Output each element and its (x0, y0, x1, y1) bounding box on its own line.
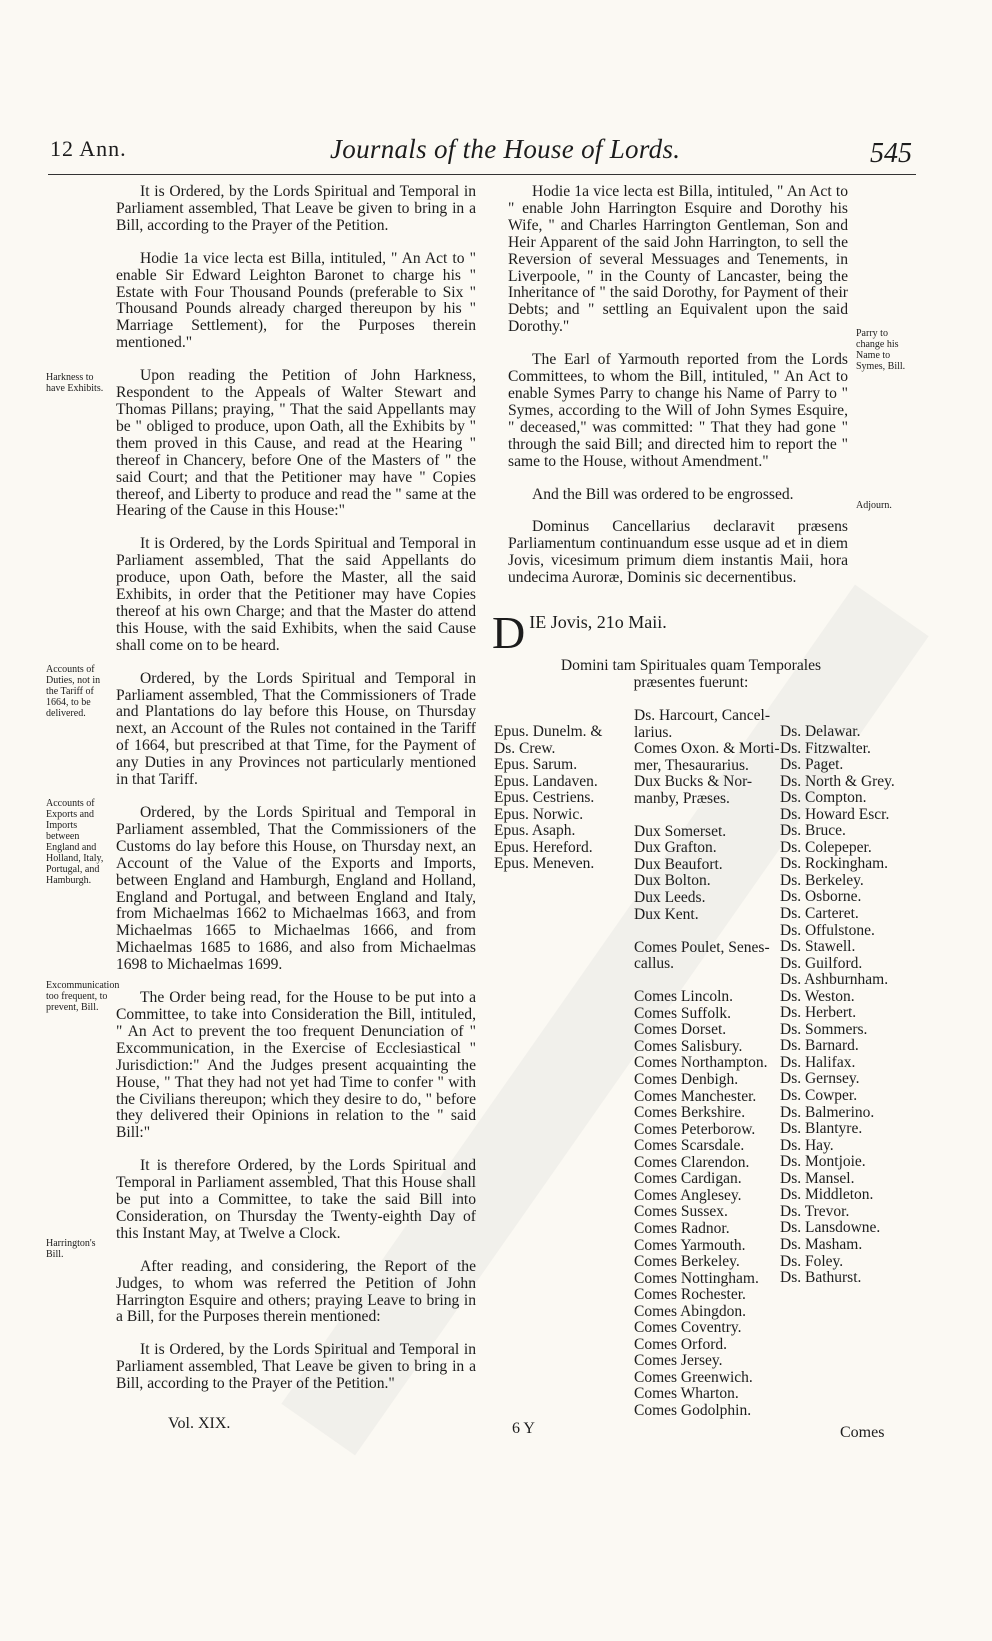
left-paragraph: Ordered, by the Lords Spiritual and Temporal in Parliament assembled, That the Commissioners of Trade and Plantations do lay before this House, on Thursday next, an Account of the Rules not contained in the Tariff of 1664, but prescribed at that Time, for the Payment of any Duties in any Provinces not particularly mentioned in that Tariff. (116, 669, 476, 789)
margin-note: Accounts of Exports and Imports between England and Holland, Italy, Portugal, and Hamburgh. (46, 798, 104, 886)
attendance-entry: Epus. Meneven. (494, 855, 595, 873)
attendance-entry: Ds. Herbert. (780, 1004, 857, 1022)
attendance-entry: Epus. Sarum. (494, 756, 578, 774)
attendance-entry: Comes Manchester. (634, 1087, 757, 1105)
attendance-entry: Ds. Middleton. (780, 1186, 874, 1204)
attendance-entry: Comes Lincoln. (634, 988, 734, 1006)
left-paragraph: It is therefore Ordered, by the Lords Spiritual and Temporal in Parliament assembled, That this House shall be put into a Committee, to take the said Bill into Consideration, on Thursday the Twenty-eighth Day of this Instant May, at Twelve a Clock. (116, 1157, 476, 1242)
margin-note: Excommunication too frequent, to prevent, Bill. (46, 980, 120, 1013)
attendance-entry: Ds. Gernsey. (780, 1070, 860, 1088)
attendance-entry: Ds. Foley. (780, 1252, 844, 1270)
attendance-entry: Ds. Halifax. (780, 1053, 856, 1071)
attendance-entry: Dux Somerset. (634, 822, 727, 840)
attendance-entry: Ds. Sommers. (780, 1020, 868, 1038)
attendance-entry: Ds. Rockingham. (780, 855, 889, 873)
attendance-entry: Ds. North & Grey. (780, 772, 895, 790)
attendance-entry: Ds. Harcourt, Cancel- (634, 707, 771, 724)
attendance-entry: Ds. Bathurst. (780, 1269, 862, 1287)
attendance-entry: Comes Berkeley. (634, 1253, 740, 1271)
attendance-entry: Comes Wharton. (634, 1385, 739, 1403)
attendance-entry: Ds. Cowper. (780, 1087, 858, 1105)
margin-note: Harrington's Bill. (46, 1238, 96, 1260)
attendance-entry: Comes Dorset. (634, 1021, 727, 1039)
sitting-date: IE Jovis, 21o Maii. (529, 612, 667, 632)
attendance-entry: Epus. Cestriens. (494, 789, 595, 807)
attendance-entry: Ds. Barnard. (780, 1037, 859, 1055)
attendance-entry: Comes Clarendon. (634, 1153, 750, 1171)
drop-cap: D (492, 607, 526, 658)
left-paragraph: The Order being read, for the House to be put into a Committee, to take into Consideration the Bill, intituled, " An Act to prevent the too frequent Denunciation of " Excommunication, in the Exercise of Ecclesiastical " Jurisdiction:" And the Judges present acquainting the House, " That they had not yet had Time to confer " with the Civilians thereupon; which they desire to do, " before they delivered their Opinions in relation to the " said Bill:" (116, 989, 476, 1142)
attendance-entry: Ds. Guilford. (780, 954, 863, 972)
present-heading: Domini tam Spirituales quam Temporales præsentes fuerunt: (560, 657, 822, 691)
attendance-entry: Ds. Bruce. (780, 822, 846, 840)
attendance-entry: Comes Abingdon. (634, 1302, 746, 1320)
attendance-entry: Comes Anglesey. (634, 1186, 742, 1204)
attendance-entry: Comes Coventry. (634, 1319, 742, 1337)
page-title: Journals of the House of Lords. (330, 134, 681, 164)
attendance-entry: Ds. Masham. (780, 1235, 863, 1253)
attendance-entry: Ds. Balmerino. (780, 1103, 875, 1121)
signature-mark: 6 Y (512, 1420, 535, 1437)
attendance-entry: Ds. Howard Escr. (780, 805, 890, 823)
attendance-entry: Comes Northampton. (634, 1054, 768, 1072)
right-column (508, 184, 848, 603)
left-paragraph: It is Ordered, by the Lords Spiritual and Temporal in Parliament assembled, That the said Appellants do produce, upon Oath, before the Master, all the said Exhibits, in order that the Petitioner may have Copies thereof at his own Charge; and that the Master do attend this House, with the said Exhibits, when the said Cause shall come on to be heard. (116, 535, 476, 654)
sitting-heading (492, 607, 852, 658)
left-paragraph: Ordered, by the Lords Spiritual and Temporal in Parliament assembled, That the Commissioners of the Customs do lay before this House, on Thursday next, an Account of the Value of the Exports and Imports, between England and Hamburgh, England and Holland, England and Portugal, and between England and Italy, from Michaelmas 1662 to Michaelmas 1663, and from Michaelmas 1665 to Michaelmas 1666, and from Michaelmas 1685 to 1686, and also from Michaelmas 1698 to Michaelmas 1699. (116, 804, 476, 974)
attendance-entry: Ds. Paget. (780, 756, 844, 774)
right-paragraph: And the Bill was ordered to be engrossed. (532, 485, 794, 503)
margin-note: Accounts of Duties, not in the Tariff of 1664, to be delivered. (46, 664, 101, 719)
left-paragraph: Hodie 1a vice lecta est Billa, intituled, " An Act to " enable Sir Edward Leighton Baronet to charge his " Estate with Four Thousand Pounds (preferable to Six " Thousand Pounds already charged thereupon by his " Marriage Settlement), for the Purposes therein mentioned." (116, 249, 476, 352)
catchword: Comes (840, 1424, 885, 1441)
margin-note: Parry to change his Name to Symes, Bill. (856, 328, 906, 372)
attendance-entry: Dux Kent. (634, 905, 699, 923)
attendance-entry: Ds. Colepeper. (780, 838, 872, 856)
attendance-list-bishops (494, 724, 603, 873)
attendance-entry: Comes Berkshire. (634, 1104, 746, 1122)
attendance-entry: Comes Scarsdale. (634, 1137, 745, 1155)
attendance-entry: Comes Jersey. (634, 1352, 723, 1370)
attendance-entry: Ds. Delawar. (780, 723, 861, 740)
volume-footer: Vol. XIX. (168, 1415, 231, 1432)
header-regnal-year: 12 Ann. (50, 136, 127, 161)
attendance-entry: Comes Nottingham. (634, 1269, 759, 1287)
right-paragraph: The Earl of Yarmouth reported from the Lords Committees, to whom the Bill, intituled, " An Act to enable Symes Parry to change his Name of Parry to " Symes, according to the Will of John Symes Esquire, " deceased," was committed: " That they had gone " through the said Bill; and directed him to report the " same to the House, without Amendment." (508, 351, 848, 470)
attendance-entry: Comes Oxon. & Morti- (634, 740, 780, 758)
attendance-entry: Ds. Compton. (780, 789, 867, 807)
attendance-entry: Epus. Hereford. (494, 838, 593, 856)
attendance-entry: callus. (634, 955, 675, 973)
margin-note: Harkness to have Exhibits. (46, 372, 104, 394)
attendance-entry: larius. (634, 723, 673, 741)
left-paragraph: It is Ordered, by the Lords Spiritual and Temporal in Parliament assembled, That Leave be given to bring in a Bill, according to the Prayer of the Petition." (116, 1341, 476, 1393)
attendance-entry: Ds. Mansel. (780, 1169, 855, 1187)
attendance-entry: Comes Denbigh. (634, 1071, 739, 1089)
left-paragraph: It is Ordered, by the Lords Spiritual and Temporal in Parliament assembled, That Leave be given to bring in a Bill, according to the Prayer of the Petition. (116, 183, 476, 234)
attendance-entry: Comes Orford. (634, 1335, 727, 1353)
attendance-entry: Dux Leeds. (634, 889, 706, 907)
attendance-entry: Comes Greenwich. (634, 1368, 753, 1386)
attendance-entry: Ds. Ashburnham. (780, 971, 889, 989)
attendance-entry: Ds. Osborne. (780, 888, 862, 906)
left-paragraph: After reading, and considering, the Report of the Judges, to whom was referred the Petition of John Harrington Esquire and others; praying Leave to bring in a Bill, for the Purposes therein mentioned: (116, 1257, 476, 1326)
right-paragraph: Hodie 1a vice lecta est Billa, intituled, " An Act to " enable John Harrington Esquire and Dorothy his Wife, " and Charles Harrington Gentleman, Son and Heir Apparent of the said John Harrington, to sell the Reversion of several Messuages and Tenements, in Liverpoole, " in the County of Lancaster, being the Inheritance of " the said Dorothy, for Payment of their Debts; and " settling an Equivalent upon the said Dorothy." (508, 183, 848, 336)
left-paragraph: Upon reading the Petition of John Harkness, Respondent to the Appeals of Walter Stewart and Thomas Pillans; praying, " That the said Appellants may be " obliged to produce, upon Oath, all the Exhibits by " them proved in this Cause, and read at the Hearing " thereof in Chancery, before One of the Masters of " the said Court; and that the Petitioner may have " Copies thereof, and Liberty to produce and read the " same at the Hearing of the Cause in this House:" (116, 367, 476, 520)
attendance-entry: Ds. Trevor. (780, 1202, 850, 1220)
attendance-entry: Comes Poulet, Senes- (634, 938, 770, 956)
attendance-entry: Comes Peterborow. (634, 1120, 756, 1138)
attendance-entry: Ds. Offulstone. (780, 921, 875, 939)
attendance-entry: Dux Grafton. (634, 839, 717, 857)
attendance-entry: Ds. Stawell. (780, 938, 856, 956)
attendance-entry: Epus. Landaven. (494, 772, 598, 790)
attendance-entry: Comes Radnor. (634, 1219, 730, 1237)
left-column (116, 184, 476, 1409)
attendance-entry (634, 973, 780, 990)
header-rule (48, 174, 916, 175)
attendance-entry: mer, Thesaurarius. (634, 756, 749, 774)
right-paragraph: Dominus Cancellarius declaravit præsens Parliamentum continuandum esse usque ad et in diem Jovis, vicesimum primum diem instantis Maii, hora undecima Auroræ, Dominis sic decernentibus. (508, 518, 848, 587)
attendance-entry: manby, Præses. (634, 789, 730, 807)
attendance-entry (634, 807, 780, 824)
attendance-entry: Dux Beaufort. (634, 855, 723, 873)
attendance-entry: Dux Bolton. (634, 872, 711, 890)
attendance-entry: Ds. Fitzwalter. (780, 739, 871, 757)
attendance-entry (634, 923, 780, 940)
margin-note: Adjourn. (856, 500, 892, 511)
attendance-entry: Ds. Crew. (494, 739, 556, 757)
attendance-list-lords (634, 708, 780, 1420)
page-number: 545 (870, 138, 912, 169)
attendance-entry: Ds. Montjoie. (780, 1153, 866, 1171)
attendance-entry: Comes Sussex. (634, 1203, 728, 1221)
attendance-entry: Comes Rochester. (634, 1286, 746, 1304)
attendance-entry: Ds. Blantyre. (780, 1120, 863, 1138)
attendance-entry: Epus. Asaph. (494, 822, 576, 840)
attendance-entry: Ds. Carteret. (780, 905, 859, 923)
attendance-entry: Dux Bucks & Nor- (634, 773, 753, 791)
attendance-entry: Comes Salisbury. (634, 1037, 743, 1055)
attendance-entry: Ds. Lansdowne. (780, 1219, 881, 1237)
attendance-entry: Ds. Weston. (780, 987, 855, 1005)
attendance-entry: Ds. Berkeley. (780, 871, 864, 889)
attendance-entry: Comes Cardigan. (634, 1170, 742, 1188)
attendance-entry: Comes Yarmouth. (634, 1236, 746, 1254)
attendance-entry: Ds. Hay. (780, 1136, 834, 1154)
attendance-entry: Comes Suffolk. (634, 1004, 732, 1022)
attendance-entry: Epus. Dunelm. & (494, 723, 603, 740)
attendance-entry: Comes Godolphin. (634, 1401, 752, 1419)
attendance-list-barons (780, 724, 895, 1287)
attendance-entry: Epus. Norwic. (494, 805, 584, 823)
